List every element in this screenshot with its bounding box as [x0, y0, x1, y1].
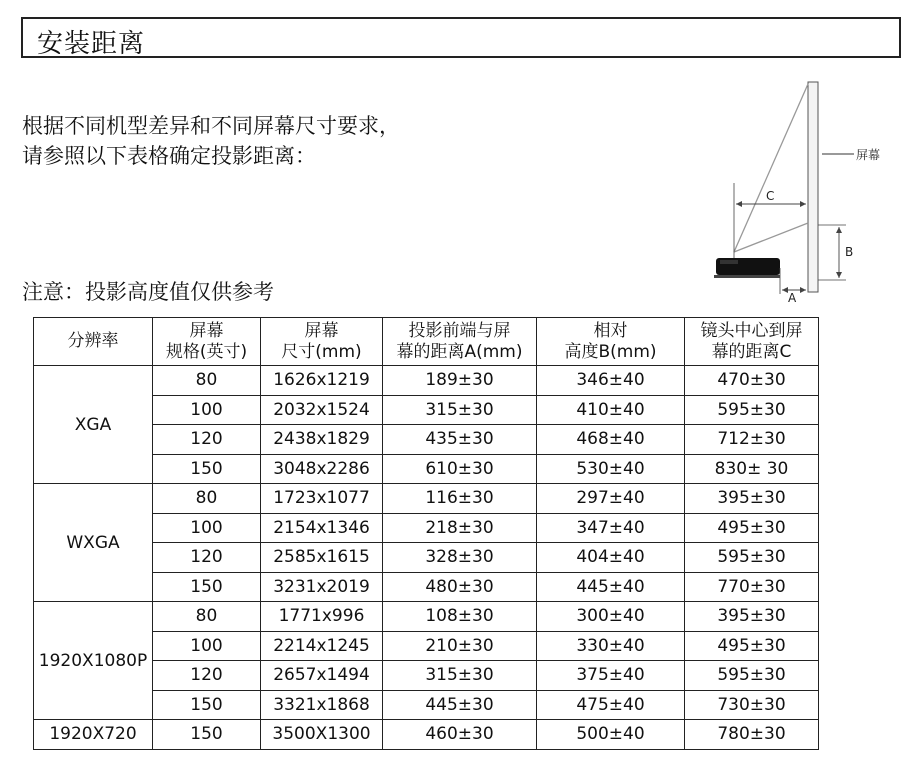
- table-cell: 330±40: [537, 631, 685, 661]
- header-screen-size-mm: 屏幕 尺寸(mm): [261, 318, 383, 366]
- table-cell: 460±30: [383, 720, 537, 750]
- dim-c-label: C: [766, 189, 775, 203]
- table-cell: 80: [153, 602, 261, 632]
- dim-a-label: A: [788, 291, 797, 305]
- table-cell: 470±30: [685, 366, 819, 396]
- table-cell: 218±30: [383, 513, 537, 543]
- table-cell: 80: [153, 366, 261, 396]
- table-cell: 347±40: [537, 513, 685, 543]
- screen-label: 屏幕: [856, 148, 881, 162]
- table-cell: 2438x1829: [261, 425, 383, 455]
- table-cell: 595±30: [685, 395, 819, 425]
- resolution-cell: WXGA: [34, 484, 153, 602]
- table-cell: 100: [153, 513, 261, 543]
- dim-c-arrow-left: [736, 201, 742, 207]
- table-cell: 100: [153, 631, 261, 661]
- dim-b-label: B: [845, 245, 854, 259]
- table-cell: 2032x1524: [261, 395, 383, 425]
- intro-line-2: 请参照以下表格确定投影距离：: [22, 144, 316, 168]
- header-screen-size-inch: 屏幕 规格(英寸): [153, 318, 261, 366]
- table-cell: 116±30: [383, 484, 537, 514]
- table-cell: 2154x1346: [261, 513, 383, 543]
- table-cell: 80: [153, 484, 261, 514]
- intro-text: [22, 111, 400, 171]
- table-cell: 300±40: [537, 602, 685, 632]
- table-cell: 610±30: [383, 454, 537, 484]
- table-row: [34, 366, 819, 396]
- dim-a-arrow-right: [800, 287, 806, 293]
- table-cell: 315±30: [383, 661, 537, 691]
- section-title: 安装距离: [37, 29, 146, 59]
- table-cell: 1626x1219: [261, 366, 383, 396]
- table-cell: 3321x1868: [261, 690, 383, 720]
- table-cell: 435±30: [383, 425, 537, 455]
- table-cell: 150: [153, 720, 261, 750]
- header-distance-a: 投影前端与屏 幕的距离A(mm): [383, 318, 537, 366]
- table-cell: 150: [153, 572, 261, 602]
- resolution-cell: 1920X1080P: [34, 602, 153, 720]
- table-row: [34, 484, 819, 514]
- distance-table: [33, 317, 819, 750]
- header-distance-c: 镜头中心到屏 幕的距离C: [685, 318, 819, 366]
- table-cell: 1771x996: [261, 602, 383, 632]
- table-row: [34, 720, 819, 750]
- projector-base: [714, 275, 780, 278]
- table-cell: 375±40: [537, 661, 685, 691]
- table-cell: 210±30: [383, 631, 537, 661]
- table-cell: 150: [153, 690, 261, 720]
- table-cell: 468±40: [537, 425, 685, 455]
- table-cell: 780±30: [685, 720, 819, 750]
- projection-diagram: [706, 80, 906, 305]
- table-cell: 108±30: [383, 602, 537, 632]
- dim-c-arrow-right: [800, 201, 806, 207]
- projector-vent: [720, 260, 738, 264]
- table-cell: 445±30: [383, 690, 537, 720]
- table-cell: 495±30: [685, 631, 819, 661]
- table-cell: 189±30: [383, 366, 537, 396]
- table-cell: 120: [153, 425, 261, 455]
- table-cell: 3048x2286: [261, 454, 383, 484]
- header-resolution: 分辨率: [34, 318, 153, 366]
- table-cell: 595±30: [685, 543, 819, 573]
- table-cell: 3231x2019: [261, 572, 383, 602]
- table-cell: 445±40: [537, 572, 685, 602]
- table-cell: 2657x1494: [261, 661, 383, 691]
- table-cell: 120: [153, 543, 261, 573]
- table-cell: 328±30: [383, 543, 537, 573]
- table-cell: 395±30: [685, 602, 819, 632]
- section-title-box: [21, 17, 901, 58]
- table-cell: 315±30: [383, 395, 537, 425]
- screen-shape: [808, 82, 818, 292]
- table-cell: 830± 30: [685, 454, 819, 484]
- table-cell: 1723x1077: [261, 484, 383, 514]
- table-cell: 100: [153, 395, 261, 425]
- table-cell: 410±40: [537, 395, 685, 425]
- table-cell: 500±40: [537, 720, 685, 750]
- table-cell: 770±30: [685, 572, 819, 602]
- table-cell: 3500X1300: [261, 720, 383, 750]
- table-cell: 297±40: [537, 484, 685, 514]
- table-cell: 2585x1615: [261, 543, 383, 573]
- resolution-cell: 1920X720: [34, 720, 153, 750]
- dim-b-arrow-bottom: [836, 272, 842, 278]
- dim-b-arrow-top: [836, 227, 842, 233]
- resolution-cell: XGA: [34, 366, 153, 484]
- projection-diagram-svg: [706, 80, 906, 305]
- header-height-b: 相对 高度B(mm): [537, 318, 685, 366]
- table-cell: 530±40: [537, 454, 685, 484]
- table-cell: 475±40: [537, 690, 685, 720]
- table-cell: 395±30: [685, 484, 819, 514]
- table-cell: 595±30: [685, 661, 819, 691]
- table-cell: 346±40: [537, 366, 685, 396]
- note-text: 注意：投影高度值仅供参考: [22, 280, 274, 304]
- table-header-row: [34, 318, 819, 366]
- table-cell: 712±30: [685, 425, 819, 455]
- table-cell: 730±30: [685, 690, 819, 720]
- intro-line-1: 根据不同机型差异和不同屏幕尺寸要求，: [22, 114, 400, 138]
- table-cell: 495±30: [685, 513, 819, 543]
- table-cell: 150: [153, 454, 261, 484]
- table-cell: 120: [153, 661, 261, 691]
- table-cell: 480±30: [383, 572, 537, 602]
- table-cell: 404±40: [537, 543, 685, 573]
- table-cell: 2214x1245: [261, 631, 383, 661]
- table-row: [34, 602, 819, 632]
